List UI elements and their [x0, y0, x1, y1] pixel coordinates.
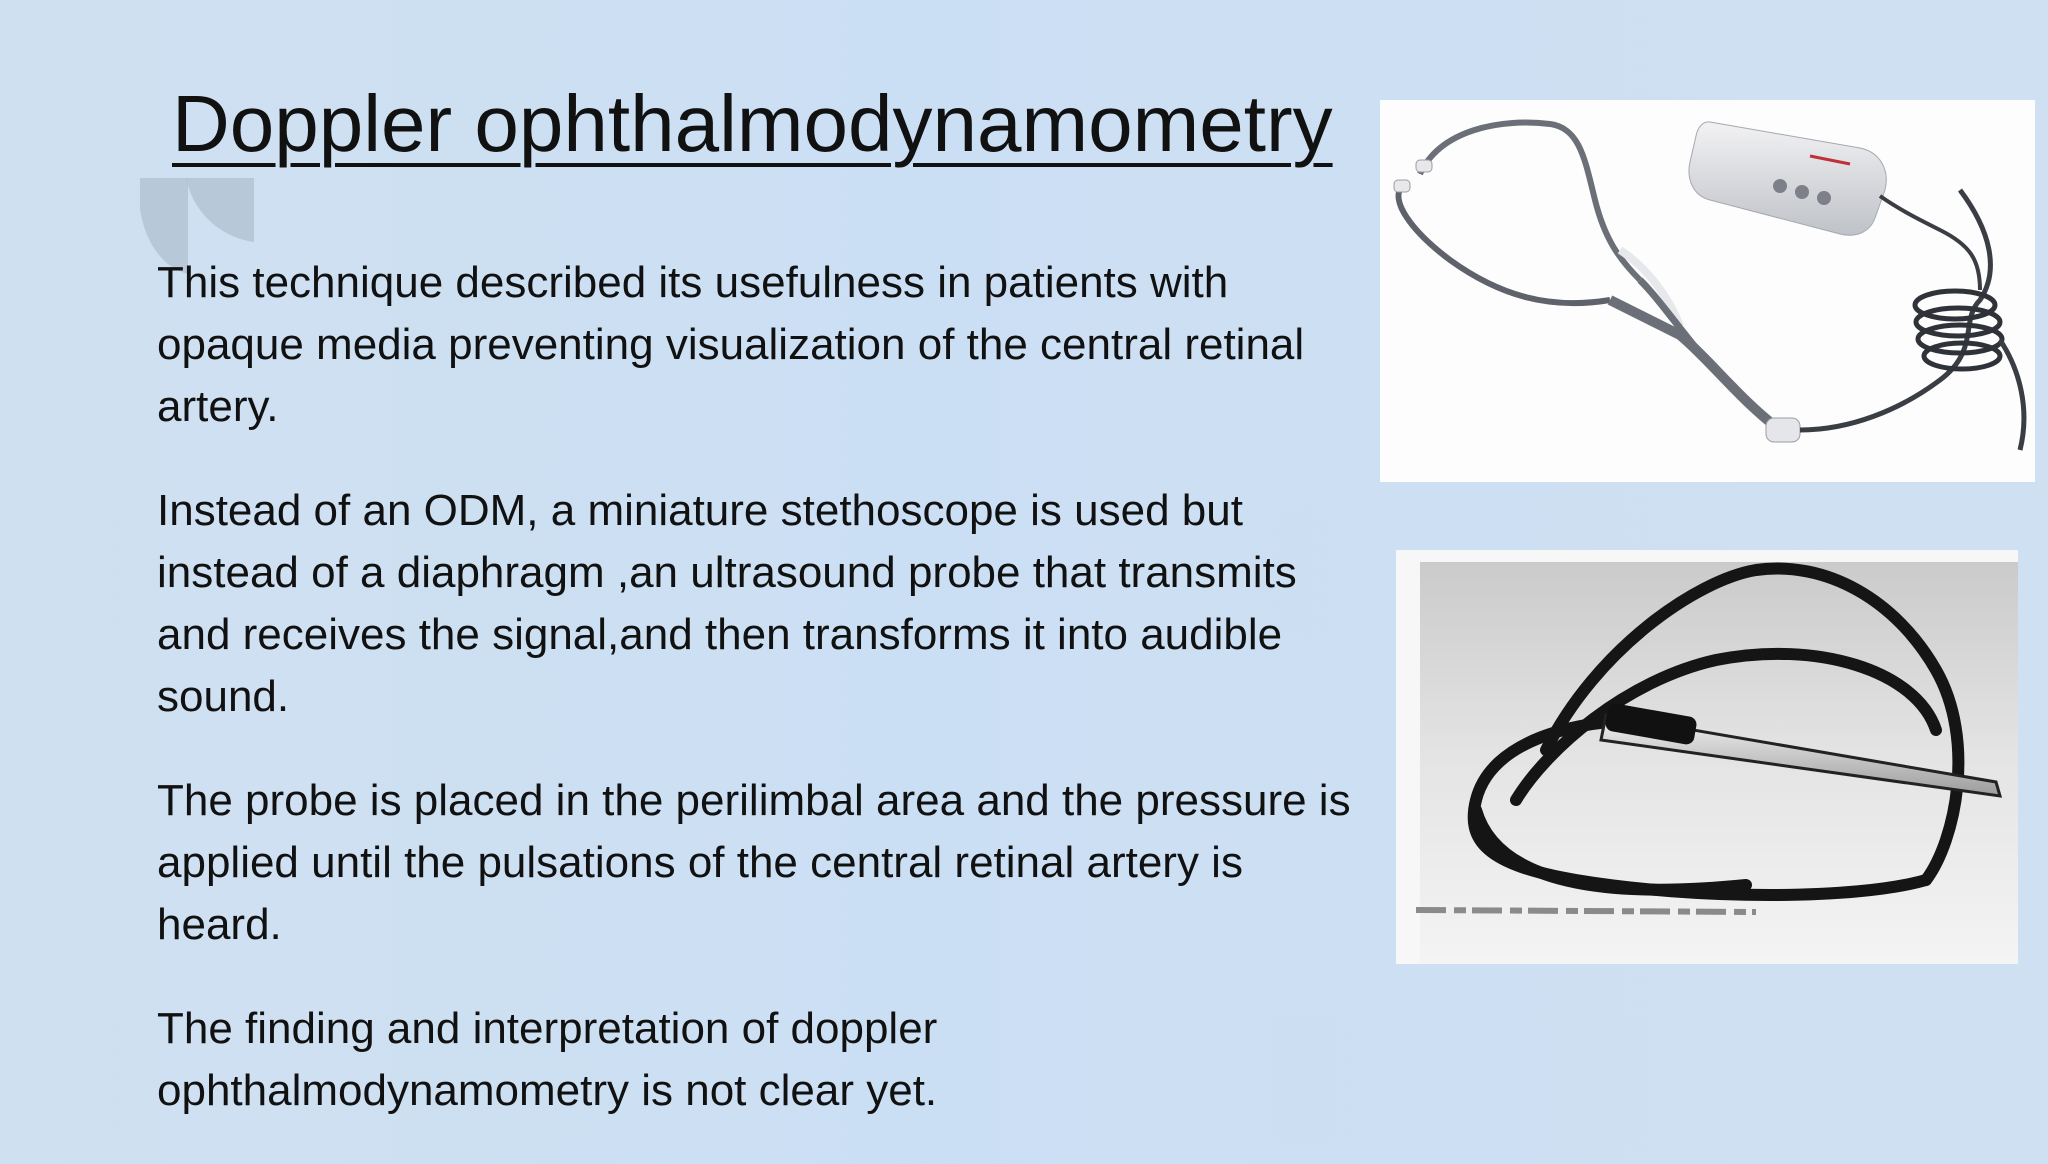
stethoscope-device-image — [1380, 100, 2035, 482]
paragraph: The probe is placed in the perilimbal area and the pressure is applied until the pulsations of the central retinal artery is heard. — [157, 776, 1351, 949]
slide-title: Doppler ophthalmodynamometry — [172, 79, 1333, 168]
ultrasound-probe-image — [1396, 550, 2018, 964]
paragraph: This technique described its usefulness in patients with opaque media preventing visualization of the central retinal artery. — [157, 258, 1305, 431]
body-text — [157, 252, 1377, 1164]
paragraph: Instead of an ODM, a miniature stethoscope is used but instead of a diaphragm ,an ultrasound probe that transmits and receives the signal,and then transforms it into audible sound. — [157, 486, 1297, 721]
paragraph: The finding and interpretation of doppler ophthalmodynamometry is not clear yet. — [157, 1004, 938, 1115]
